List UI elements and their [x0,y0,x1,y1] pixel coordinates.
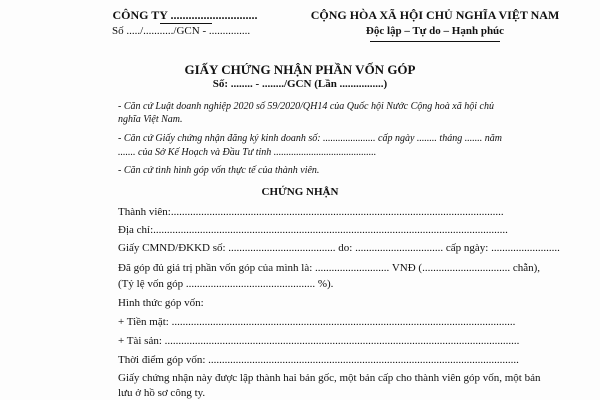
closing-note: lưu ở hồ sơ công ty. [118,387,206,399]
contribution-time-field: Thời điểm góp vốn: ................................................................................................................. [118,354,519,366]
ratio-field: (Tỷ lệ vốn góp ............................................... %). [118,278,334,290]
certificate-title: GIẤY CHỨNG NHẬN PHẦN VỐN GÓP [184,62,416,77]
contributed-field: Đã góp đủ giá trị phần vốn góp của mình là: ........................... VNĐ (................................ chẵn), [118,262,541,274]
assets-field: + Tài sản: ................................................................................................................................. [118,335,520,347]
nation-title: CỘNG HÒA XÃ HỘI CHỦ NGHĨA VIỆT NAM [310,8,560,22]
legal-basis-line: - Căn cứ tình hình góp vốn thực tế của thành viên. [118,165,320,176]
certify-heading: CHỨNG NHẬN [261,186,339,198]
id-field: Giấy CMND/ĐKKD số: ....................................... do: ................................ cấp ngày: ......................... [118,242,560,254]
legal-basis-line: nghĩa Việt Nam. [118,114,183,125]
cash-field: + Tiền mặt: ............................................................................................................................. [118,316,516,328]
address-field: Địa chỉ:................................................................................................................................. [118,224,508,236]
certificate-number: Số: ........ - ......../GCN (Lần ................) [212,78,388,90]
company-label: CÔNG TY ............................. [112,8,258,22]
contribution-form-label: Hình thức góp vốn: [118,297,204,309]
national-motto: Độc lập – Tự do – Hạnh phúc [365,25,505,37]
motto-underline [370,41,500,42]
member-field: Thành viên:......................................................................................................................... [118,206,504,218]
legal-basis-line: - Căn cứ Giấy chứng nhận đăng ký kinh doanh số: ..................... cấp ngày ........ tháng ....... năm [118,133,502,144]
closing-note: Giấy chứng nhận này được lập thành hai bản gốc, một bản cấp cho thành viên góp vốn, một bản [118,372,541,384]
company-underline [160,23,212,24]
legal-basis-line: ....... của Sở Kế Hoạch và Đầu Tư tỉnh ......................................... [118,147,377,158]
document-number: Số ...../.........../GCN - ............... [112,25,251,37]
legal-basis-line: - Căn cứ Luật doanh nghiệp 2020 số 59/2020/QH14 của Quốc hội Nước Cộng hoà xã hội chủ [118,101,494,112]
